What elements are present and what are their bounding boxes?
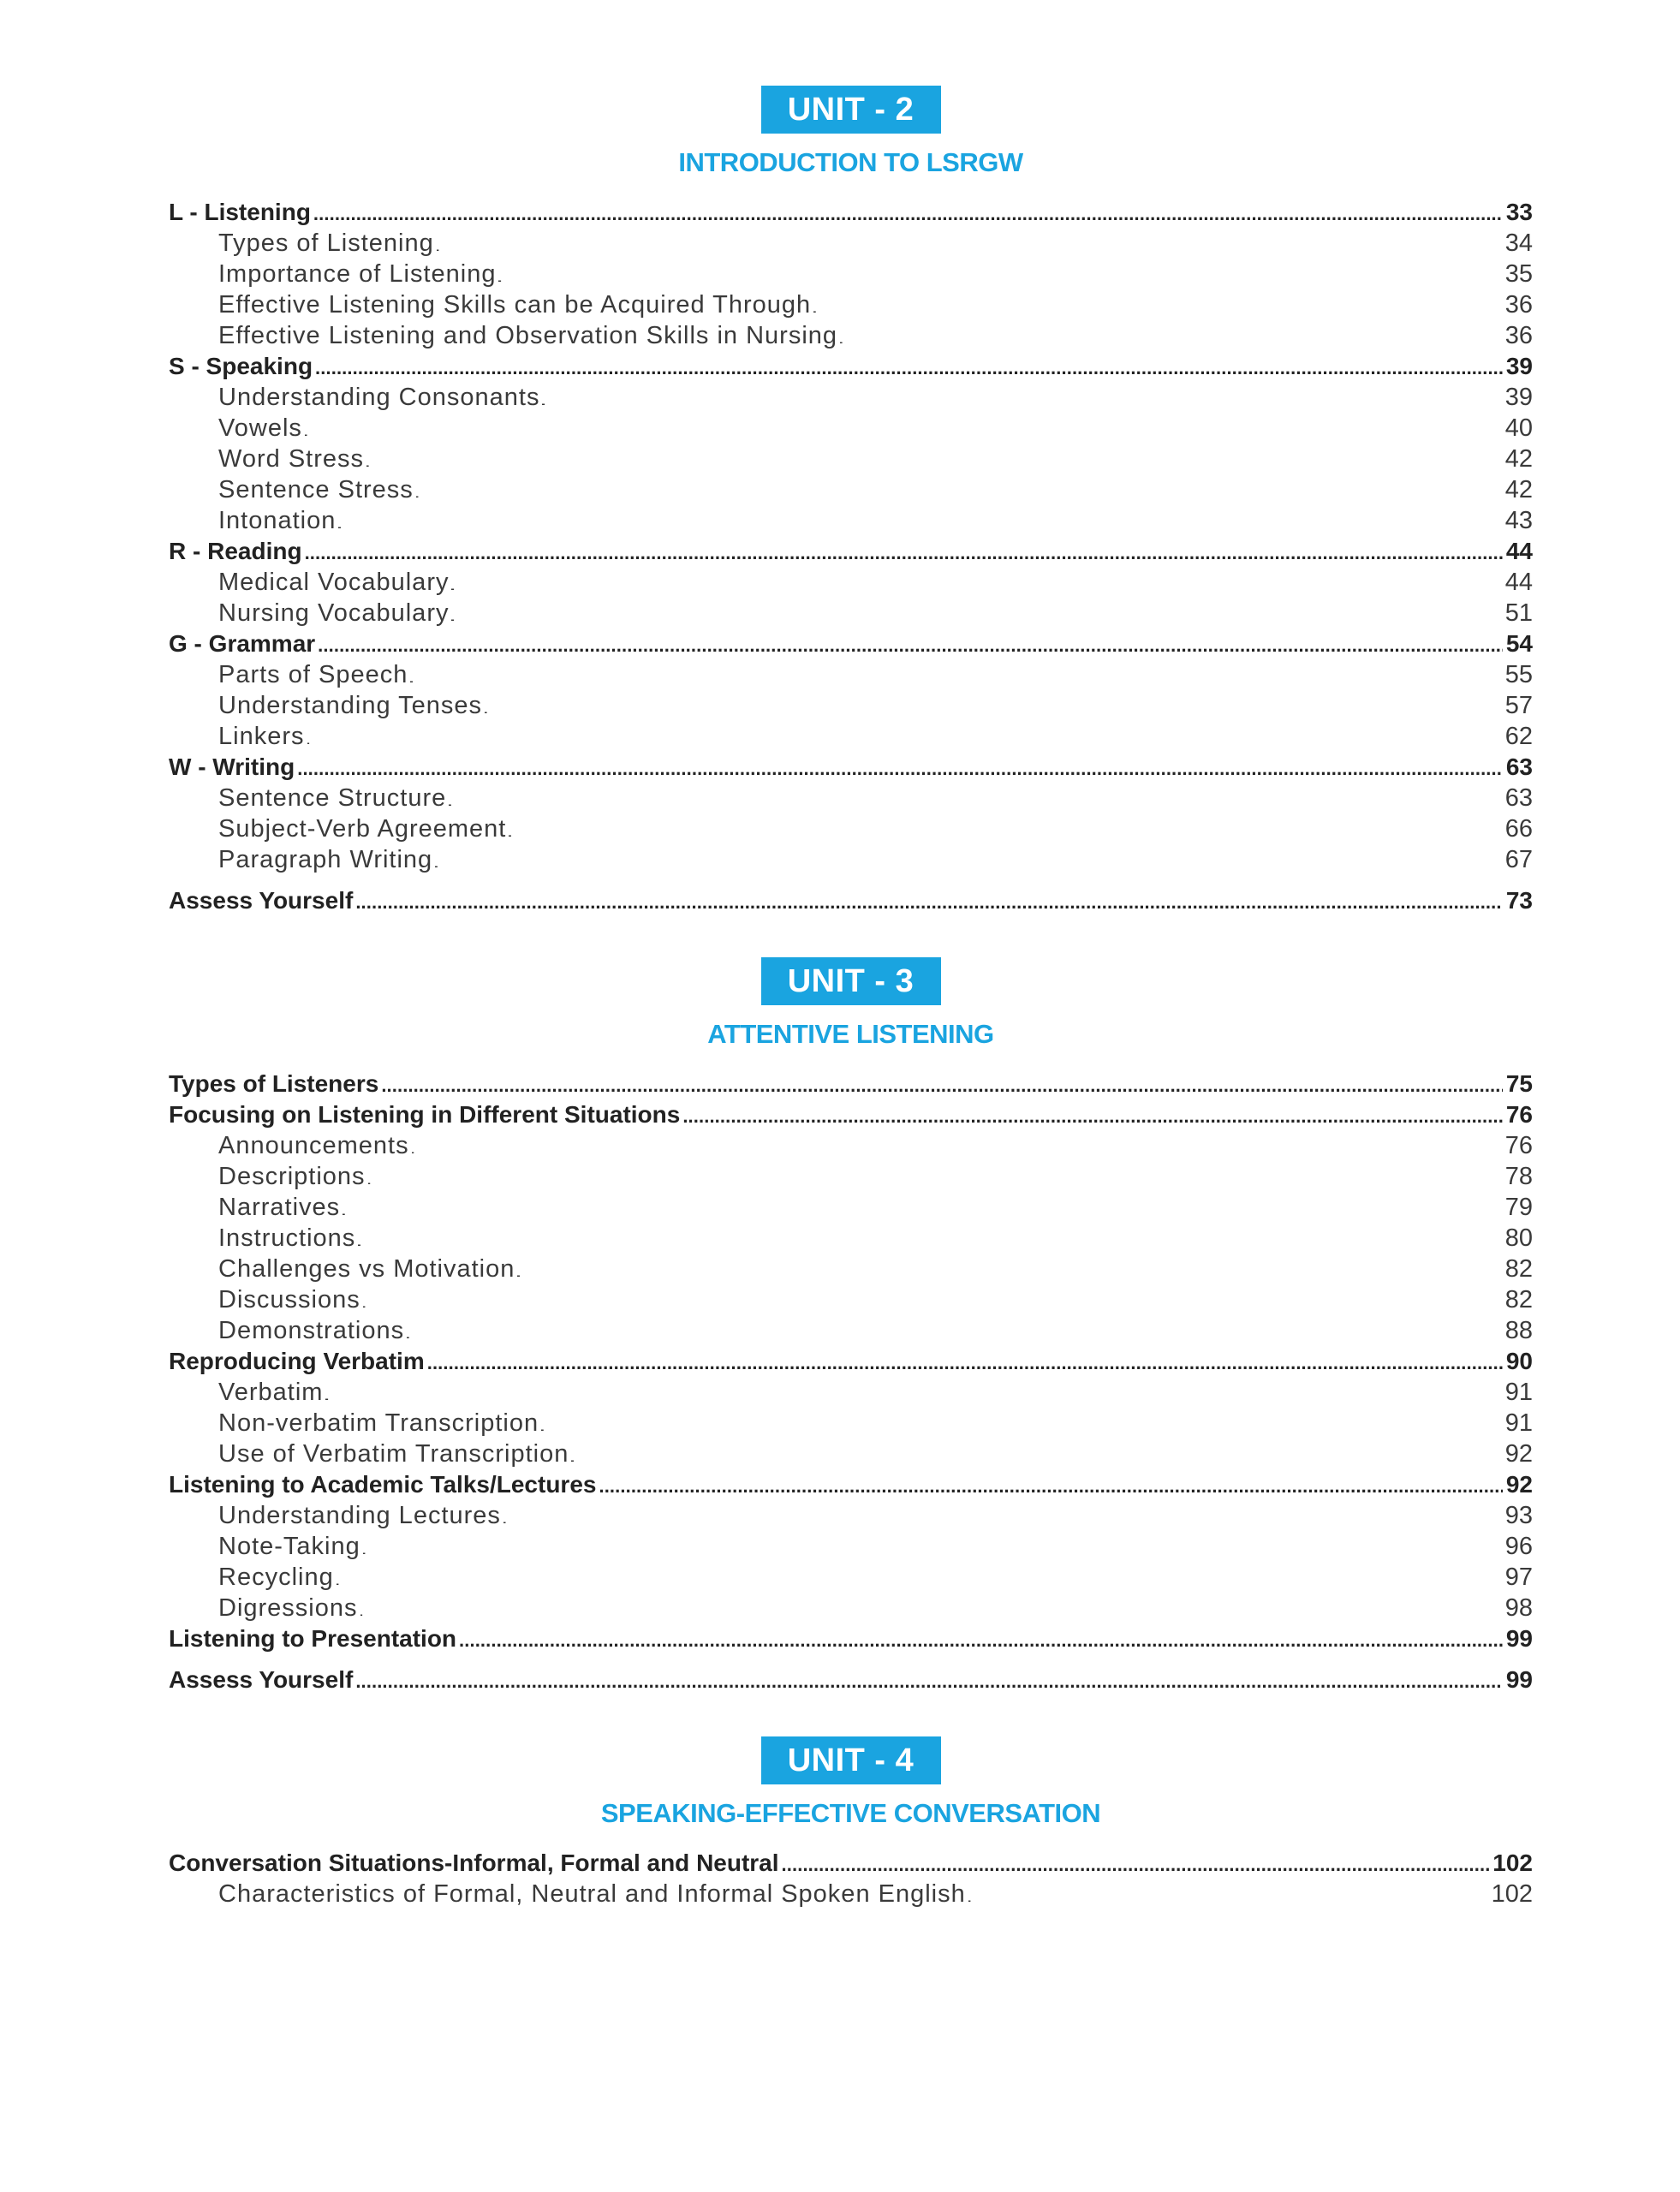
dot-leader xyxy=(363,1288,1502,1319)
toc-page-number: 97 xyxy=(1504,1564,1533,1591)
toc-page-number: 42 xyxy=(1504,445,1533,473)
dot-leader xyxy=(412,1134,1502,1164)
toc-subsection-entry[interactable] xyxy=(169,1284,1533,1315)
toc-page-number: 79 xyxy=(1504,1194,1533,1221)
unit-badge: UNIT - 3 xyxy=(761,957,941,1005)
toc-subsection-entry[interactable] xyxy=(169,413,1533,444)
unit-badge: UNIT - 4 xyxy=(761,1736,941,1784)
toc-page-number: 36 xyxy=(1504,291,1533,319)
toc-page-number: 66 xyxy=(1504,815,1533,843)
toc-entry-title: Digressions xyxy=(218,1594,358,1622)
toc-subsection-entry[interactable] xyxy=(169,783,1533,813)
toc-section-entry[interactable] xyxy=(169,628,1533,659)
unit-header xyxy=(169,86,1533,180)
toc-subsection-entry[interactable] xyxy=(169,567,1533,598)
toc-entry-title: Effective Listening Skills can be Acquired Through xyxy=(218,291,812,319)
toc-subsection-entry[interactable] xyxy=(169,721,1533,752)
toc-subsection-entry[interactable] xyxy=(169,382,1533,413)
toc-page-number: 36 xyxy=(1504,322,1533,349)
toc-page-number: 35 xyxy=(1504,260,1533,288)
dot-leader xyxy=(599,1471,1502,1502)
toc-subsection-entry[interactable] xyxy=(169,1593,1533,1623)
toc-subsection-entry[interactable] xyxy=(169,474,1533,505)
toc-entry-title: Vowels xyxy=(218,414,302,442)
toc-page-number: 42 xyxy=(1504,476,1533,503)
toc-page-number: 63 xyxy=(1504,784,1533,812)
toc-entry-title: Listening to Presentation xyxy=(169,1625,457,1652)
toc-entry-title: W - Writing xyxy=(169,754,295,780)
toc-subsection-entry[interactable] xyxy=(169,259,1533,289)
toc-entry-title: Announcements xyxy=(218,1132,409,1159)
dot-leader xyxy=(782,1850,1490,1880)
toc-section-entry[interactable] xyxy=(169,1623,1533,1654)
toc-subsection-entry[interactable] xyxy=(169,1562,1533,1593)
toc-entry-title: Paragraph Writing xyxy=(218,846,433,873)
toc-entry-title: Nursing Vocabulary xyxy=(218,599,450,627)
toc-entry-title: Descriptions xyxy=(218,1163,366,1190)
toc-page-number: 92 xyxy=(1504,1440,1533,1468)
toc-entry-title: Use of Verbatim Transcription xyxy=(218,1440,569,1468)
toc-page-number: 88 xyxy=(1504,1317,1533,1344)
toc-entry-title: Types of Listening xyxy=(218,229,434,257)
toc-page-number: 34 xyxy=(1504,229,1533,257)
toc-section-entry[interactable] xyxy=(169,1346,1533,1377)
dot-leader xyxy=(305,538,1503,569)
toc-section-entry[interactable] xyxy=(169,197,1533,228)
toc-subsection-entry[interactable] xyxy=(169,1531,1533,1562)
toc-subsection-entry[interactable] xyxy=(169,1315,1533,1346)
toc-subsection-entry[interactable] xyxy=(169,1500,1533,1531)
toc-page-number: 98 xyxy=(1504,1594,1533,1622)
toc-page-number: 33 xyxy=(1505,199,1533,225)
toc-entry-title: Linkers xyxy=(218,723,305,750)
toc-section-entry[interactable] xyxy=(169,1848,1533,1879)
toc-page-number: 93 xyxy=(1504,1502,1533,1529)
unit-title: SPEAKING-EFFECTIVE CONVERSATION xyxy=(600,1798,1101,1828)
toc-entry-title: Sentence Stress xyxy=(218,476,414,503)
unit-title: ATTENTIVE LISTENING xyxy=(707,1019,994,1049)
dot-leader xyxy=(407,1319,1502,1349)
dot-leader xyxy=(840,324,1502,354)
toc-subsection-entry[interactable] xyxy=(169,1438,1533,1469)
dot-leader xyxy=(325,1380,1501,1411)
toc-page-number: 57 xyxy=(1504,692,1533,719)
unit-header xyxy=(169,1736,1533,1831)
toc-entry-title: Sentence Structure xyxy=(218,784,447,812)
dot-leader xyxy=(435,848,1502,879)
toc-section-entry[interactable] xyxy=(169,1099,1533,1130)
toc-page-number: 102 xyxy=(1492,1850,1533,1876)
toc-entry-title: Effective Listening and Observation Skills in Nursing xyxy=(218,322,838,349)
toc-entry-title: Narratives xyxy=(218,1194,341,1221)
unit-title: INTRODUCTION TO LSRGW xyxy=(678,147,1023,177)
toc-entry-title: S - Speaking xyxy=(169,353,313,379)
dot-leader xyxy=(305,416,1502,447)
dot-leader xyxy=(459,1625,1503,1656)
toc-page-number: 76 xyxy=(1505,1101,1533,1128)
toc-entries xyxy=(169,1848,1533,1909)
dot-leader xyxy=(363,1534,1502,1565)
toc-page-number: 75 xyxy=(1505,1070,1533,1097)
toc-page-number: 62 xyxy=(1504,723,1533,750)
toc-entry-title: G - Grammar xyxy=(169,630,316,657)
dot-leader xyxy=(968,1882,1488,1913)
unit-3-section xyxy=(169,957,1533,1695)
toc-section-entry[interactable] xyxy=(169,1665,1533,1695)
toc-entry-title: Medical Vocabulary xyxy=(218,569,450,596)
toc-entry-title: Parts of Speech xyxy=(218,661,408,688)
toc-subsection-entry[interactable] xyxy=(169,690,1533,721)
toc-page-number: 102 xyxy=(1491,1880,1533,1908)
toc-entry-title: Subject-Verb Agreement xyxy=(218,815,507,843)
toc-subsection-entry[interactable] xyxy=(169,813,1533,844)
dot-leader xyxy=(410,663,1501,694)
toc-page-number: 78 xyxy=(1504,1163,1533,1190)
toc-section-entry[interactable] xyxy=(169,885,1533,916)
dot-leader xyxy=(315,353,1503,384)
toc-subsection-entry[interactable] xyxy=(169,444,1533,474)
toc-entry-title: Listening to Academic Talks/Lectures xyxy=(169,1471,597,1498)
unit-2-section xyxy=(169,86,1533,916)
toc-subsection-entry[interactable] xyxy=(169,320,1533,351)
dot-leader xyxy=(542,385,1501,416)
toc-page-number: 39 xyxy=(1504,384,1533,411)
toc-subsection-entry[interactable] xyxy=(169,228,1533,259)
toc-subsection-entry[interactable] xyxy=(169,1408,1533,1438)
toc-page-number: 44 xyxy=(1505,538,1533,564)
unit-4-section xyxy=(169,1736,1533,1909)
dot-leader xyxy=(366,447,1502,478)
toc-entry-title: Characteristics of Formal, Neutral and Informal Spoken English xyxy=(218,1880,966,1908)
dot-leader xyxy=(427,1348,1503,1379)
dot-leader xyxy=(503,1504,1502,1534)
dot-leader xyxy=(416,478,1502,509)
dot-leader xyxy=(318,630,1503,661)
dot-leader xyxy=(498,262,1501,293)
toc-entry-title: Understanding Tenses xyxy=(218,692,483,719)
toc-entries xyxy=(169,197,1533,916)
dot-leader xyxy=(813,293,1502,324)
toc-page-number: 91 xyxy=(1504,1409,1533,1437)
dot-leader xyxy=(297,754,1503,784)
dot-leader xyxy=(682,1101,1503,1132)
dot-leader xyxy=(451,601,1501,632)
toc-subsection-entry[interactable] xyxy=(169,1161,1533,1192)
toc-entry-title: Focusing on Listening in Different Situations xyxy=(169,1101,681,1128)
dot-leader xyxy=(449,786,1501,817)
toc-subsection-entry[interactable] xyxy=(169,1130,1533,1161)
dot-leader xyxy=(368,1164,1502,1195)
toc-page-number: 92 xyxy=(1505,1471,1533,1498)
dot-leader xyxy=(517,1257,1501,1288)
toc-entry-title: Intonation xyxy=(218,507,337,534)
toc-page-number: 55 xyxy=(1504,661,1533,688)
dot-leader xyxy=(355,1666,1503,1697)
toc-entry-title: Discussions xyxy=(218,1286,360,1313)
toc-page-number: 80 xyxy=(1504,1224,1533,1252)
toc-entry-title: Assess Yourself xyxy=(169,887,354,914)
toc-page-number: 43 xyxy=(1504,507,1533,534)
toc-entry-title: Demonstrations xyxy=(218,1317,405,1344)
toc-entry-title: L - Listening xyxy=(169,199,311,225)
toc-section-entry[interactable] xyxy=(169,351,1533,382)
toc-subsection-entry[interactable] xyxy=(169,598,1533,628)
dot-leader xyxy=(451,570,1501,601)
toc-entry-title: Importance of Listening xyxy=(218,260,497,288)
toc-entry-title: Recycling xyxy=(218,1564,334,1591)
toc-entry-title: Instructions xyxy=(218,1224,356,1252)
toc-subsection-entry[interactable] xyxy=(169,1254,1533,1284)
dot-leader xyxy=(338,509,1501,539)
toc-entry-title: R - Reading xyxy=(169,538,302,564)
dot-leader xyxy=(343,1195,1502,1226)
toc-page-number: 51 xyxy=(1504,599,1533,627)
dot-leader xyxy=(360,1596,1502,1627)
toc-page-number: 39 xyxy=(1505,353,1533,379)
toc-subsection-entry[interactable] xyxy=(169,1879,1533,1909)
dot-leader xyxy=(437,231,1502,262)
toc-subsection-entry[interactable] xyxy=(169,1192,1533,1223)
toc-page-number: 67 xyxy=(1504,846,1533,873)
toc-subsection-entry[interactable] xyxy=(169,1223,1533,1254)
dot-leader xyxy=(541,1411,1502,1442)
dot-leader xyxy=(358,1226,1501,1257)
toc-page-number: 82 xyxy=(1504,1286,1533,1313)
toc-page-number: 54 xyxy=(1505,630,1533,657)
unit-header xyxy=(169,957,1533,1051)
toc-entry-title: Note-Taking xyxy=(218,1533,360,1560)
toc-subsection-entry[interactable] xyxy=(169,289,1533,320)
unit-badge: UNIT - 2 xyxy=(761,86,941,134)
toc-page-number: 90 xyxy=(1505,1348,1533,1374)
toc-subsection-entry[interactable] xyxy=(169,1377,1533,1408)
toc-entry-title: Assess Yourself xyxy=(169,1666,354,1693)
toc-page-number: 91 xyxy=(1504,1379,1533,1406)
toc-page-number: 63 xyxy=(1505,754,1533,780)
toc-page-number: 99 xyxy=(1505,1625,1533,1652)
toc-section-entry[interactable] xyxy=(169,1469,1533,1500)
toc-section-entry[interactable] xyxy=(169,1069,1533,1099)
toc-entries xyxy=(169,1069,1533,1695)
toc-page-number: 44 xyxy=(1504,569,1533,596)
toc-page-number: 99 xyxy=(1505,1666,1533,1693)
dot-leader xyxy=(313,199,1503,229)
toc-entry-title: Understanding Lectures xyxy=(218,1502,501,1529)
toc-section-entry[interactable] xyxy=(169,752,1533,783)
toc-section-entry[interactable] xyxy=(169,536,1533,567)
toc-page-number: 82 xyxy=(1504,1255,1533,1283)
toc-entry-title: Challenges vs Motivation xyxy=(218,1255,515,1283)
toc-entry-title: Non-verbatim Transcription xyxy=(218,1409,539,1437)
toc-page-number: 73 xyxy=(1505,887,1533,914)
toc-subsection-entry[interactable] xyxy=(169,844,1533,875)
dot-leader xyxy=(307,724,1502,755)
toc-entry-title: Verbatim xyxy=(218,1379,324,1406)
toc-entry-title: Types of Listeners xyxy=(169,1070,379,1097)
toc-subsection-entry[interactable] xyxy=(169,659,1533,690)
dot-leader xyxy=(381,1070,1503,1101)
toc-page-number: 96 xyxy=(1504,1533,1533,1560)
toc-page-number: 76 xyxy=(1504,1132,1533,1159)
dot-leader xyxy=(509,817,1501,848)
toc-entry-title: Word Stress xyxy=(218,445,365,473)
dot-leader xyxy=(571,1442,1501,1473)
dot-leader xyxy=(337,1565,1502,1596)
toc-entry-title: Reproducing Verbatim xyxy=(169,1348,425,1374)
toc-subsection-entry[interactable] xyxy=(169,505,1533,536)
toc-entry-title: Conversation Situations-Informal, Formal and Neutral xyxy=(169,1850,779,1876)
toc-entry-title: Understanding Consonants xyxy=(218,384,540,411)
toc-page-number: 40 xyxy=(1504,414,1533,442)
dot-leader xyxy=(485,694,1502,724)
dot-leader xyxy=(355,887,1503,918)
